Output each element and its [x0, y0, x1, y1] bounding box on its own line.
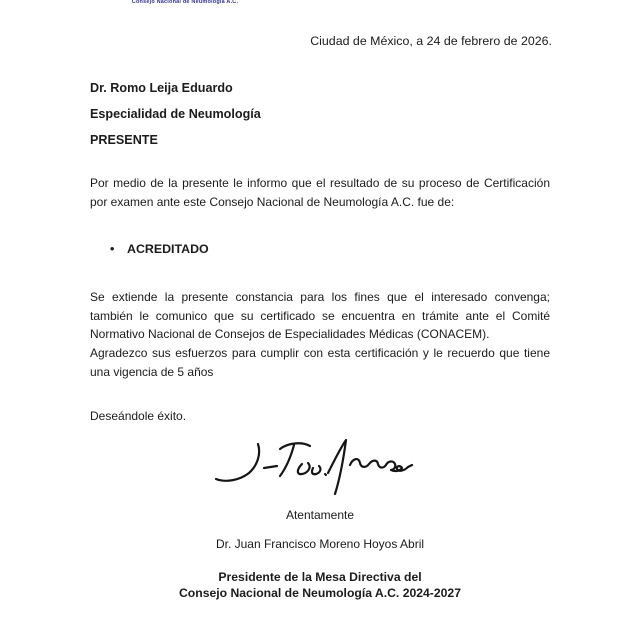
- letterhead-logo-caption: Consejo Nacional de Neumología A.C.: [131, 0, 239, 5]
- bullet-icon: •: [110, 242, 115, 256]
- paragraph-thanks: Agradezco sus esfuerzos para cumplir con esta certificación y le recuerdo que tiene una vigencia de 5 años: [90, 346, 550, 379]
- handwritten-signature-icon: [213, 438, 415, 500]
- date-line: Ciudad de México, a 24 de febrero de 2026.: [310, 34, 552, 48]
- signer-title-line1: Presidente de la Mesa Directiva del: [218, 570, 422, 584]
- closing-atentamente: Atentamente: [285, 508, 355, 522]
- result-label: ACREDITADO: [127, 242, 209, 256]
- signature-image: [213, 438, 415, 500]
- signer-title-block: [0, 569, 640, 601]
- closing-wish: Deseándole éxito.: [90, 409, 187, 423]
- recipient-specialty: Especialidad de Neumología: [90, 107, 261, 121]
- paragraph-validity: Se extiende la presente constancia para los fines que el interesado convenga; también le comunico que su certificado se encuentra en trámite ante el Comité Normativo Nacional de Consejos de Especialidades Médicas (CONACEM).: [90, 290, 550, 341]
- paragraph-intro: Por medio de la presente le informo que el resultado de su proceso de Certificación por examen ante este Consejo Nacional de Neumología A.C. fue de:: [90, 176, 550, 209]
- recipient-block: [90, 81, 552, 159]
- signer-name: Dr. Juan Francisco Moreno Hoyos Abril: [215, 537, 425, 551]
- signer-title-line2: Consejo Nacional de Neumología A.C. 2024-2027: [179, 586, 461, 600]
- recipient-name: Dr. Romo Leija Eduardo: [90, 81, 233, 95]
- recipient-salutation: PRESENTE: [90, 133, 158, 147]
- result-bullet-row: [110, 241, 209, 257]
